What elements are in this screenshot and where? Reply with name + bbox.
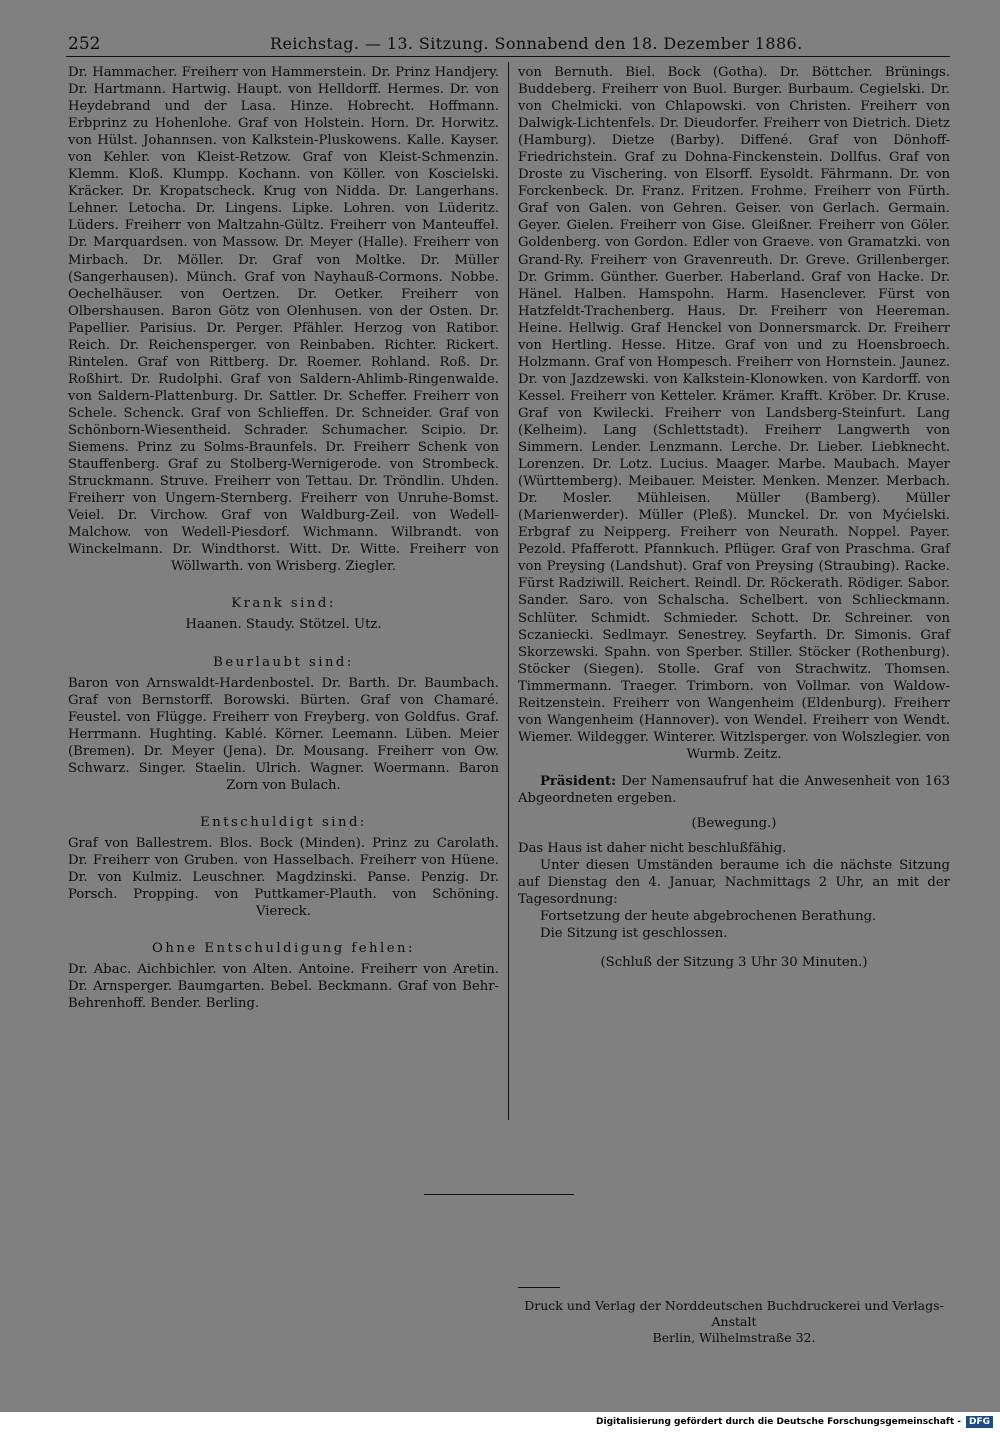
entschuldigt-heading: Entschuldigt sind: [200, 814, 367, 830]
beurlaubt-names: Baron von Arnswaldt-Hardenbostel. Dr. Barth. Dr. Baumbach. Graf von Bernstorff. Borowski. Bürten. Graf von Chamaré. Feustel. von Flügge. Freiherr von Freyberg. von Goldfus. Graf. Herrmann. Hughting. Kablé. Körner. Leemann. Lüben. Meier (Bremen). Dr. Meyer (Jena). Dr. Mousang. Freiherr von Ow. Schwarz. Singer. Staelin. Ulrich. Wagner. Woermann. Baron Zorn von Bulach. [68, 675, 499, 793]
next-session-text: Unter diesen Umständen beraume ich die nächste Sitzung auf Dienstag den 4. Januar, Nachmittags 2 Uhr, an mit der Tagesordnung: [518, 858, 950, 908]
entschuldigt-names: Graf von Ballestrem. Blos. Bock (Minden). Prinz zu Carolath. Dr. Freiherr von Gruben. von Hasselbach. Freiherr von Hüene. Dr. von Kulmiz. Leuschner. Magdzinski. Panse. Penzig. Dr. Porsch. Propping. von Puttkamer-Plauth. von Schöning. Viereck. [68, 835, 499, 920]
right-column [518, 64, 950, 971]
ohne-entschuldigung-names: Dr. Abac. Aichbichler. von Alten. Antoine. Freiherr von Aretin. Dr. Arnsperger. Baumgarten. Bebel. Beckmann. Graf von Behr-Behrenhoff. Bender. Berling. [68, 962, 499, 1012]
session-end-note: (Schluß der Sitzung 3 Uhr 30 Minuten.) [600, 955, 868, 971]
footer-rule [518, 1287, 560, 1288]
attendee-names-block: Dr. Hammacher. Freiherr von Hammerstein. Dr. Prinz Handjery. Dr. Hartmann. Hartwig. Haupt. von Helldorff. Hermes. Dr. von Heydebrand und der Lasa. Hinze. Hobrecht. Hoffmann. Erbprinz zu Hohenlohe. Graf von Holstein. Horn. Dr. Horwitz. von Hülst. Johannsen. von Kalkstein-Pluskowens. Kalle. Kayser. von Kehler. von Kleist-Retzow. Graf von Kleist-Schmenzin. Klemm. Kloß. Klumpp. Kochann. von Köller. von Koscielski. Kräcker. Dr. Kropatscheck. Krug von Nidda. Dr. Langerhans. Lehner. Letocha. Dr. Lingens. Lipke. Lohren. von Lüderitz. Lüders. Freiherr von Maltzahn-Gültz. Freiherr von Manteuffel. Dr. Marquardsen. von Massow. Dr. Meyer (Halle). Freiherr von Mirbach. Dr. Möller. Dr. Graf von Moltke. Dr. Müller (Sangerhausen). Münch. Graf von Nayhauß-Cormons. Nobbe. Oechelhäuser. von Oertzen. Dr. Oetker. Freiherr von Olbershausen. Baron Götz von Olenhusen. von der Osten. Dr. Papellier. Parisius. Dr. Perger. Pfähler. Herzog von Ratibor. Reich. Dr. Reichensperger. von Reinbaben. Richter. Rickert. Rintelen. Graf von Rittberg. Dr. Roemer. Rohland. Roß. Dr. Roßhirt. Dr. Rudolphi. Graf von Saldern-Ahlimb-Ringenwalde. von Saldern-Plattenburg. Dr. Sattler. Dr. Scheffer. Freiherr von Schele. Schenck. Graf von Schlieffen. Dr. Schneider. Graf von Schönborn-Wiesentheid. Schrader. Schumacher. Scipio. Dr. Siemens. Prinz zu Solms-Braunfels. Dr. Freiherr Schenk von Stauffenberg. Graf zu Stolberg-Wernigerode. von Strombeck. Struckmann. Struve. Freiherr von Tettau. Dr. Tröndlin. Uhden. Freiherr von Ungern-Sternberg. Freiherr von Unruhe-Bomst. Veiel. Dr. Virchow. Graf von Waldburg-Zeil. von Wedell-Malchow. von Wedell-Piesdorf. Wichmann. Wilbrandt. von Winckelmann. Dr. Windthorst. Witt. Dr. Witte. Freiherr von Wöllwarth. von Wrisberg. Ziegler. [68, 65, 499, 575]
krank-heading: Krank sind: [231, 596, 336, 612]
session-closed-text: Die Sitzung ist geschlossen. [540, 926, 728, 942]
haus-text: Das Haus ist daher nicht beschlußfähig. [518, 841, 787, 857]
bewegung-note: (Bewegung.) [691, 816, 777, 832]
funding-note [596, 1415, 994, 1429]
agenda-text: Fortsetzung der heute abgebrochenen Berathung. [540, 909, 877, 925]
ohne-entschuldigung-heading: Ohne Entschuldigung fehlen: [152, 941, 415, 957]
president-label: Präsident: [540, 773, 617, 789]
attendee-names-continued: von Bernuth. Biel. Bock (Gotha). Dr. Böttcher. Brünings. Buddeberg. Freiherr von Buol. Burger. Burbaum. Cegielski. Dr. von Chelmicki. von Chlapowski. von Christen. Freiherr von Dalwigk-Lichtenfels. Dr. Dieudorfer. Freiherr von Dietrich. Dietz (Hamburg). Dietze (Barby). Diffené. Graf von Dönhoff-Friedrichstein. Graf zu Dohna-Finckenstein. Dollfus. Graf von Droste zu Vischering. von Elsorff. Eysoldt. Fährmann. Dr. von Forckenbeck. Dr. Franz. Fritzen. Frohme. Freiherr von Fürth. Graf von Galen. von Gehren. Geiser. von Gerlach. Germain. Geyer. Gielen. Freiherr von Gise. Gleißner. Freiherr von Göler. Goldenberg. von Gordon. Edler von Graeve. von Gramatzki. von Grand-Ry. Freiherr von Gravenreuth. Dr. Greve. Grillenberger. Dr. Grimm. Günther. Guerber. Haberland. Graf von Hacke. Dr. Hänel. Halben. Hamspohn. Harm. Hasenclever. Fürst von Hatzfeldt-Trachenberg. Haus. Dr. Freiherr von Heereman. Heine. Hellwig. Graf Henckel von Donnersmarck. Dr. Freiherr von Hertling. Hesse. Hitze. Graf von und zu Hoensbroech. Holzmann. Graf von Hompesch. Freiherr von Hornstein. Jaunez. Dr. von Jazdzewski. von Kalkstein-Klonowken. von Kardorff. von Kessel. Freiherr von Ketteler. Krämer. Krafft. Kröber. Dr. Kruse. Graf von Kwilecki. Freiherr von Landsberg-Steinfurt. Lang (Kelheim). Lang (Schlettstadt). Freiherr Langwerth von Simmern. Lender. Lenzmann. Lerche. Dr. Lieber. Liebknecht. Lorenzen. Dr. Lotz. Lucius. Maager. Marbe. Maubach. Mayer (Württemberg). Meibauer. Meister. Menken. Menzer. Merbach. Dr. Mosler. Mühleisen. Müller (Bamberg). Müller (Marienwerder). Müller (Pleß). Munckel. Dr. von Myćielski. Erbgraf zu Neipperg. Freiherr von Neurath. Noppel. Payer. Pezold. Pfafferott. Pfannkuch. Pflüger. Graf von Praschma. Graf von Preysing (Landshut). Graf von Preysing (Straubing). Racke. Fürst Radziwill. Reichert. Reindl. Dr. Röckerath. Rödiger. Sabor. Sander. Saro. von Schalscha. Schelbert. von Schlieckmann. Schlüter. Schmidt. Schmieder. Schott. Dr. Schreiner. von Sczaniecki. Sedlmayr. Senestrey. Seyfarth. Dr. Simonis. Graf Skorzewski. Spahn. von Sperber. Stiller. Stöcker (Rothenburg). Stöcker (Siegen). Stolle. Graf von Strachwitz. Thomsen. Timmermann. Traeger. Trimborn. von Vollmar. von Waldow-Reitzenstein. Freiherr von Wangenheim (Eldenburg). Freiherr von Wangenheim (Hannover). von Wendel. Freiherr von Wendt. Wiemer. Wildegger. Winterer. Witzlsperger. von Wolszlegier. von Wurmb. Zeitz. [518, 65, 950, 762]
president-text: Der Namensaufruf hat die Anwesenheit von 163 Abgeordneten ergeben. [518, 773, 950, 806]
imprint-line-2: Berlin, Wilhelmstraße 32. [652, 1330, 816, 1345]
separator-rule [424, 1194, 574, 1195]
krank-names: Haanen. Staudy. Stötzel. Utz. [185, 617, 382, 633]
beurlaubt-heading: Beurlaubt sind: [213, 654, 354, 670]
imprint-line-1: Druck und Verlag der Norddeutschen Buchdruckerei und Verlags-Anstalt [524, 1298, 944, 1329]
header-rule [66, 56, 950, 57]
funding-text: Digitalisierung gefördert durch die Deutsche Forschungsgemeinschaft - [596, 1417, 961, 1427]
running-header: Reichstag. — 13. Sitzung. Sonnabend den 18. Dezember 1886. [270, 34, 803, 53]
printer-imprint [518, 1298, 950, 1346]
page-number: 252 [68, 34, 101, 54]
left-column [68, 64, 499, 1012]
column-divider [508, 62, 509, 1120]
dfg-logo: DFG [965, 1415, 994, 1429]
president-statement [518, 773, 950, 807]
